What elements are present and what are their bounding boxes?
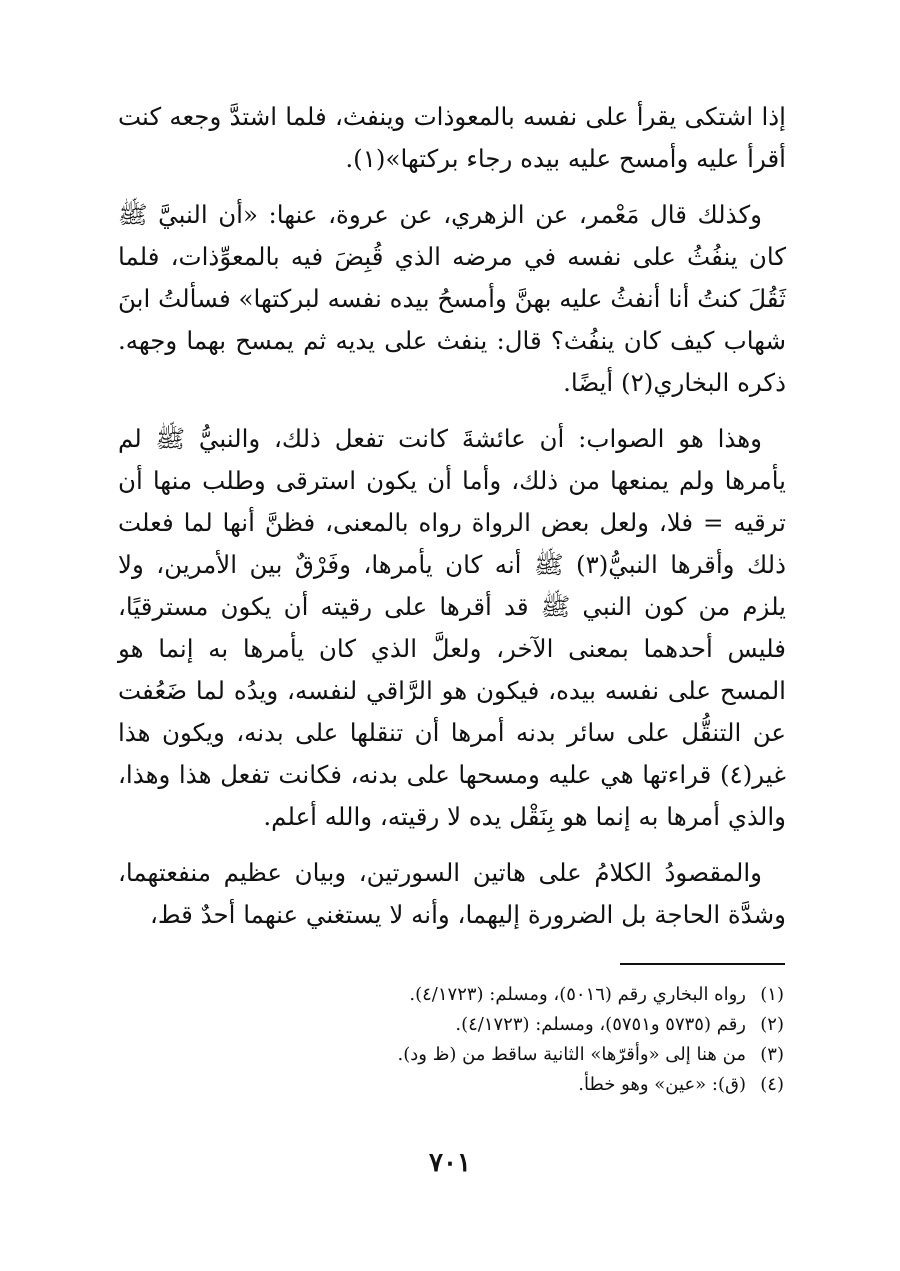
paragraph-4: والمقصودُ الكلامُ على هاتين السورتين، وبيان عظيم منفعتهما، وشدَّة الحاجة بل الضرورة إليهما، وأنه لا يستغني عنهما أحدٌ قط، bbox=[118, 858, 786, 929]
footnote-text: (ق): «عين» وهو خطأ. bbox=[578, 1074, 746, 1095]
paragraph-3: وهذا هو الصواب: أن عائشةَ كانت تفعل ذلك، والنبيُّ ﷺ لم يأمرها ولم يمنعها من ذلك، وأما أن يكون استرقى وطلب منها أن ترقيه = فلا، ولعل بعض الرواة رواه بالمعنى، فظنَّ أنها لما فعلت ذلك وأقرها النبيُّ(٣) ﷺ أنه كان يأمرها، وفَرْقٌ بين الأمرين، ولا يلزم من كون النبي ﷺ قد أقرها على رقيته أن يكون مسترقيًا، فليس أحدهما بمعنى الآخر، ولعلَّ الذي كان يأمرها به إنما هو المسح على نفسه بيده، فيكون هو الرَّاقي لنفسه، ويدُه لما ضَعُفت عن التنقُّل على سائر بدنه أمرها أن تنقلها على بدنه، ويكون هذا غير(٤) قراءتها هي عليه ومسحها على بدنه، فكانت تفعل هذا وهذا، والذي أمرها به إنما هو بِنَقْل يده لا رقيته، والله أعلم. bbox=[118, 424, 787, 831]
footnote-number: (٣) bbox=[760, 1044, 784, 1065]
footnote-number: (٤) bbox=[760, 1074, 784, 1095]
main-text bbox=[118, 96, 786, 936]
footnote-text: رواه البخاري رقم (٥٠١٦)، ومسلم: (٤/١٧٢٣). bbox=[409, 984, 746, 1005]
footnote-2 bbox=[118, 1010, 784, 1040]
footnotes bbox=[118, 980, 784, 1100]
footnote-1 bbox=[118, 980, 784, 1010]
footnote-number: (١) bbox=[760, 984, 784, 1005]
footnote-3 bbox=[118, 1040, 784, 1070]
page-number: ٧٠١ bbox=[429, 1148, 471, 1178]
footnote-divider bbox=[620, 963, 785, 965]
footnote-text: من هنا إلى «وأقرّها» الثانية ساقط من (ظ ود). bbox=[397, 1044, 746, 1065]
paragraph-1: إذا اشتكى يقرأ على نفسه بالمعوذات وينفث، فلما اشتدَّ وجعه كنت أقرأ عليه وأمسح عليه بيده رجاء بركتها»(١). bbox=[118, 102, 786, 173]
paragraph-2: وكذلك قال مَعْمر، عن الزهري، عن عروة، عنها: «أن النبيَّ ﷺ كان ينفُثُ على نفسه في مرضه الذي قُبِضَ فيه بالمعوِّذات، فلما ثَقُلَ كنتُ أنا أنفثُ عليه بهنَّ وأمسحُ بيده نفسه لبركتها» فسألتُ ابنَ شهاب كيف كان ينفُث؟ قال: ينفث على يديه ثم يمسح بهما وجهه. ذكره البخاري(٢) أيضًا. bbox=[118, 200, 786, 397]
footnote-text: رقم (٥٧٣٥ و٥٧٥١)، ومسلم: (٤/١٧٢٣). bbox=[455, 1014, 746, 1035]
footnote-number: (٢) bbox=[760, 1014, 784, 1035]
footnote-4 bbox=[118, 1070, 784, 1100]
